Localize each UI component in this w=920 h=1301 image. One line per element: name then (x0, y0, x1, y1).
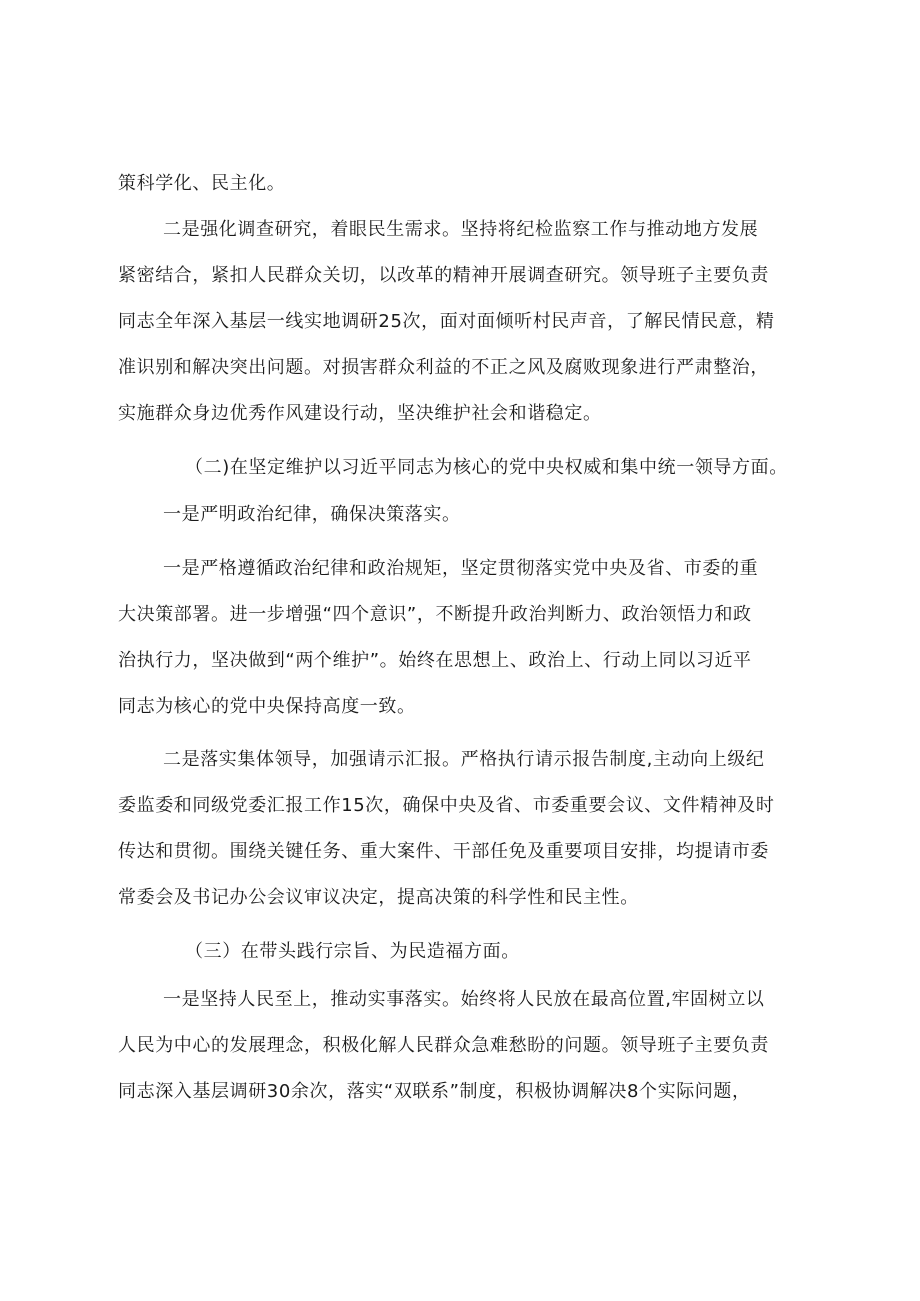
text-line: 策科学化、民主化。 (118, 173, 286, 194)
text-line: 常委会及书记办公会议审议决定，提高决策的科学性和民主性。 (118, 887, 639, 908)
text-line: 同志全年深入基层一线实地调研25次，面对面倾听村民声音，了解民情民意，精 (118, 311, 775, 332)
text-line: 实施群众身边优秀作风建设行动，坚决维护社会和谐稳定。 (118, 403, 602, 424)
paragraph-start: 二是强化调查研究，着眼民生需求。坚持将纪检监察工作与推动地方发展 (163, 219, 759, 240)
paragraph-start: 二是落实集体领导，加强请示汇报。严格执行请示报告制度,主动向上级纪 (163, 749, 765, 770)
paragraph-start: 一是坚持人民至上，推动实事落实。始终将人民放在最高位置,牢固树立以 (163, 989, 765, 1010)
section-heading: （二)在坚定维护以习近平同志为核心的党中央权威和集中统一领导方面。 (185, 457, 788, 478)
text-line: 同志深入基层调研30余次，落实“双联系”制度，积极协调解决8个实际问题， (118, 1081, 751, 1102)
text-line: 同志为核心的党中央保持高度一致。 (118, 696, 416, 717)
subheading: 一是严明政治纪律，确保决策落实。 (163, 504, 461, 525)
text-line: 人民为中心的发展理念，积极化解人民群众急难愁盼的问题。领导班子主要负责 (118, 1035, 769, 1056)
text-line: 准识别和解决突出问题。对损害群众利益的不正之风及腐败现象进行严肃整治， (118, 357, 769, 378)
paragraph-start: 一是严格遵循政治纪律和政治规矩，坚定贯彻落实党中央及省、市委的重 (163, 558, 759, 579)
text-line: 治执行力，坚决做到“两个维护”。始终在思想上、政治上、行动上同以习近平 (118, 650, 752, 671)
text-line: 紧密结合，紧扣人民群众关切，以改革的精神开展调查研究。领导班子主要负责 (118, 265, 769, 286)
text-line: 大决策部署。进一步增强“四个意识”，不断提升政治判断力、政治领悟力和政 (118, 604, 752, 625)
section-heading: （三）在带头践行宗旨、为民造福方面。 (185, 941, 520, 962)
text-line: 传达和贯彻。围绕关键任务、重大案件、干部任免及重要项目安排，均提请市委 (118, 841, 769, 862)
text-line: 委监委和同级党委汇报工作15次，确保中央及省、市委重要会议、文件精神及时 (118, 795, 775, 816)
